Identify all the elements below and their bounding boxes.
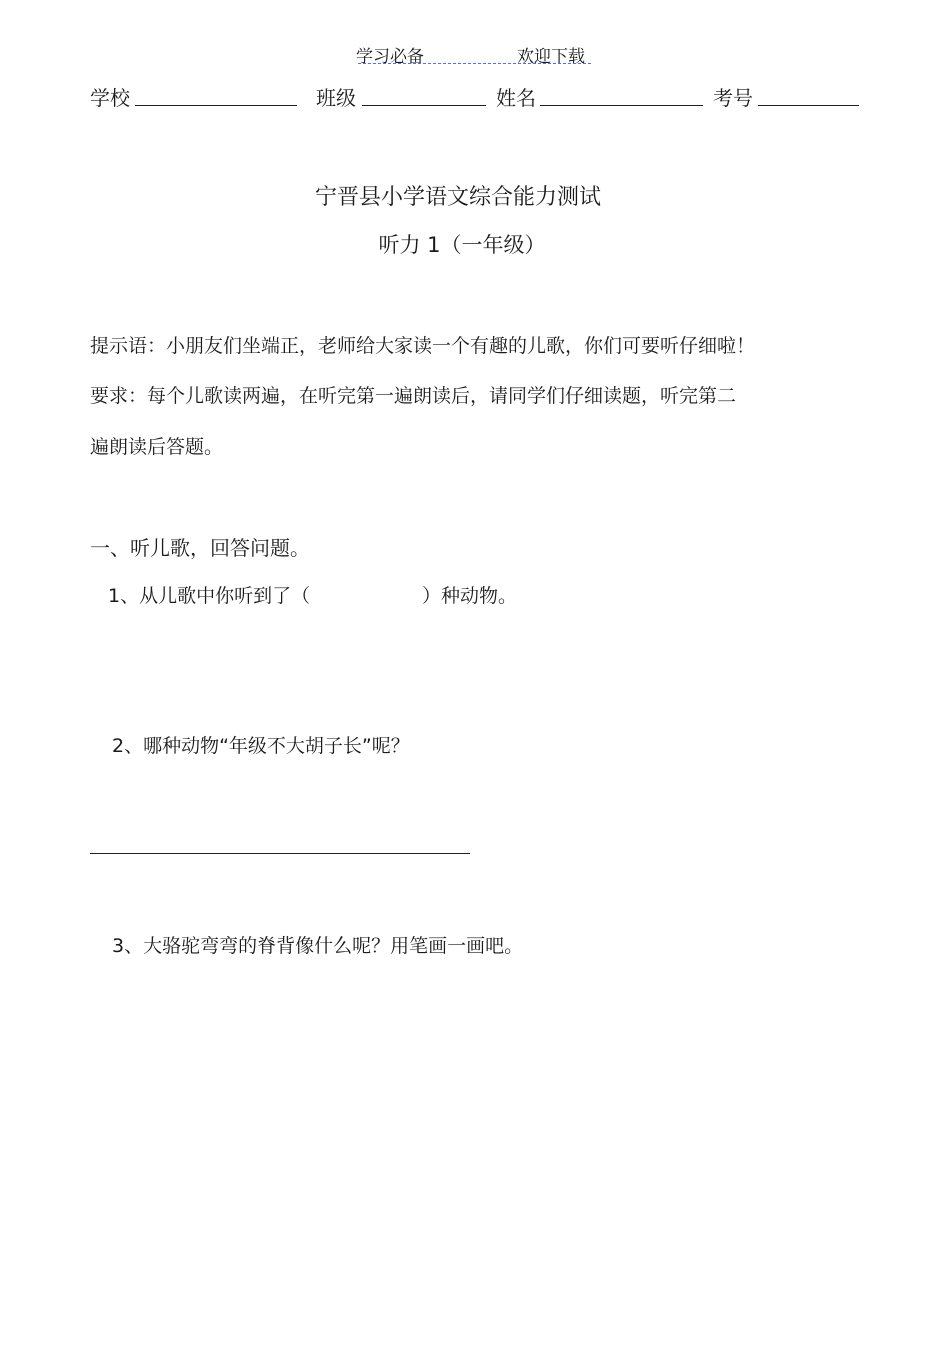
school-blank[interactable]	[135, 105, 297, 106]
school-label: 学校	[90, 86, 130, 110]
page-title: 宁晋县小学语文综合能力测试	[314, 185, 601, 210]
class-blank[interactable]	[362, 105, 486, 106]
page-subtitle: 听力 1（一年级）	[378, 233, 546, 257]
question-3-text: 3、大骆驼弯弯的脊背像什么呢？用笔画一画吧。	[112, 935, 524, 957]
question-2-answer-line[interactable]	[90, 853, 470, 854]
header-dashed-underline	[358, 63, 591, 64]
exam-number-blank[interactable]	[758, 105, 859, 106]
header-right-text: 欢迎下载	[517, 47, 585, 67]
header-left-text: 学习必备	[356, 47, 424, 67]
name-blank[interactable]	[540, 105, 703, 106]
question-1-prefix: 1、从儿歌中你听到了（	[108, 585, 311, 607]
name-label: 姓名	[496, 86, 536, 110]
requirement-line-2: 遍朗读后答题。	[90, 436, 224, 458]
class-label: 班级	[316, 86, 356, 110]
question-1-suffix: ）种动物。	[422, 585, 518, 607]
exam-number-label: 考号	[713, 86, 753, 110]
section-heading: 一、听儿歌，回答问题。	[90, 536, 310, 560]
hint-text: 提示语：小朋友们坐端正，老师给大家读一个有趣的儿歌，你们可要听仔细啦！	[90, 335, 756, 357]
requirement-line-1: 要求：每个儿歌读两遍，在听完第一遍朗读后，请同学们仔细读题，听完第二	[90, 385, 737, 407]
question-2-text: 2、哪种动物“年级不大胡子长”呢？	[112, 735, 410, 757]
